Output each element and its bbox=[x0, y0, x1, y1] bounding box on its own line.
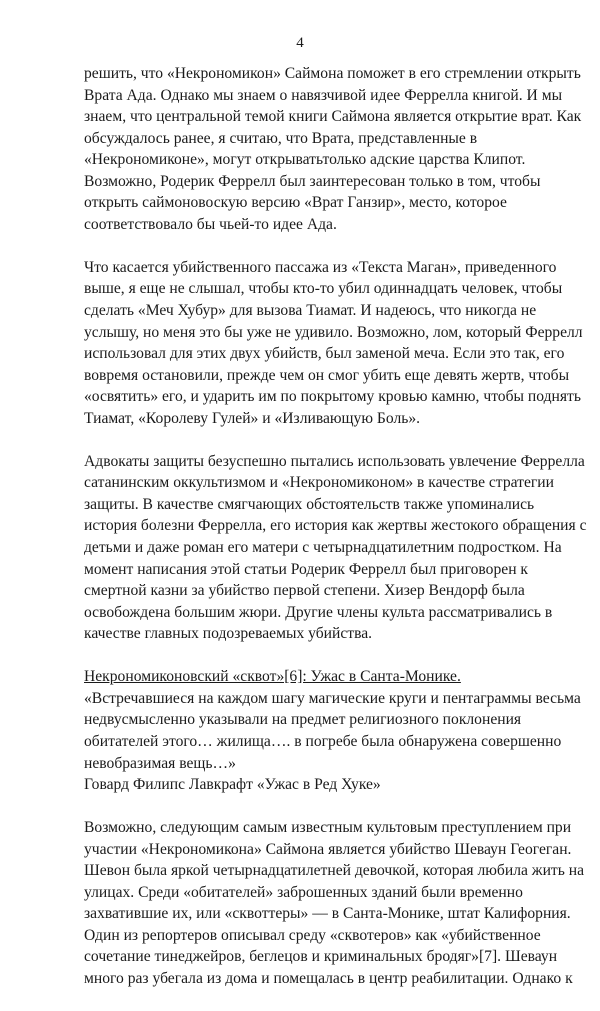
text-line: качестве главных подозреваемых убийства. bbox=[84, 625, 373, 643]
text-line: Один из репортеров описывал среду «сквотеров» как «убийственное bbox=[84, 926, 541, 944]
paragraph-3 bbox=[84, 451, 587, 645]
text-line: «Некрономиконе», могут открыватьтолько адские царства Клипот. bbox=[84, 151, 526, 169]
text-line: смертной казни за убийство первой степени. Хизер Вендорф была bbox=[84, 582, 525, 600]
epigraph-line: недвусмысленно указывали на предмет религиозного поклонения bbox=[84, 711, 522, 729]
text-line: участии «Некрономикона» Саймона является убийство Шеваун Геогеган. bbox=[84, 840, 572, 858]
paragraph-5 bbox=[84, 817, 585, 989]
paragraph-2 bbox=[84, 257, 583, 429]
text-line: решить, что «Некрономикон» Саймона поможет в его стремлении открыть bbox=[84, 65, 581, 82]
text-line: защиты. В качестве смягчающих обстоятельств также упоминались bbox=[84, 495, 535, 513]
text-line: Шевон была яркой четырнадцатилетней девочкой, которая любила жить на bbox=[84, 862, 585, 880]
text-line: момент написания этой статьи Родерик Феррелл был приговорен к bbox=[84, 560, 529, 578]
text-line: история болезни Феррелла, его история как жертвы жестокого обращения с bbox=[84, 517, 587, 535]
epigraph-attribution: Говард Филипс Лавкрафт «Ужас в Ред Хуке» bbox=[84, 776, 381, 794]
epigraph-line: невобразимая вещь…» bbox=[84, 754, 236, 772]
text-line: Возможно, Родерик Феррелл был заинтересован только в том, чтобы bbox=[84, 172, 541, 190]
epigraph-line: обитателей этого… жилища…. в погребе была обнаружена совершенно bbox=[84, 732, 562, 750]
text-line: детьми и даже роман его матери с четырнадцатилетним подростком. На bbox=[84, 539, 562, 557]
paragraph-1 bbox=[84, 63, 582, 235]
text-line: улицах. Среди «обитателей» заброшенных зданий были временно bbox=[84, 883, 523, 901]
section-santa-monica bbox=[84, 666, 581, 795]
text-line: вовремя остановили, прежде чем он смог убить еще девять жертв, чтобы bbox=[84, 366, 570, 384]
text-line: много раз убегала из дома и помещалась в центр реабилитации. Однако к bbox=[84, 969, 573, 987]
text-line: Тиамат, «Королеву Гулей» и «Изливающую Боль». bbox=[84, 409, 421, 427]
text-line: сочетание тинеджейров, беглецов и криминальных бродяг»[7]. Шеваун bbox=[84, 948, 558, 966]
text-line: освобождена большим жюри. Другие члены культа рассматривались в bbox=[84, 603, 553, 621]
section-heading: Некрономиконовский «сквот»[6]: Ужас в Санта-Монике. bbox=[84, 668, 461, 686]
text-line: знаем, что центральной темой книги Саймона является открытие врат. Как bbox=[84, 108, 582, 126]
text-line: захватившие их, или «сквоттеры» — в Санта-Монике, штат Калифорния. bbox=[84, 905, 571, 923]
page-number: 4 bbox=[296, 35, 304, 51]
text-line: использовал для этих двух убийств, был заменой меча. Если это так, его bbox=[84, 345, 565, 363]
text-line: сделать «Меч Хубур» для вызова Тиамат. И надеюсь, что никогда не bbox=[84, 302, 537, 320]
text-line: Что касается убийственного пассажа из «Текста Маган», приведенного bbox=[84, 258, 557, 276]
text-line: Врата Ада. Однако мы знаем о навязчивой идее Феррелла книгой. И мы bbox=[84, 86, 563, 104]
text-line: открыть саймоновоскую версию «Врат Ганзир», место, которое bbox=[84, 194, 507, 212]
text-line: соответствовало бы чьей-то идее Ада. bbox=[84, 215, 337, 233]
text-line: выше, я еще не слышал, чтобы кто-то убил одиннадцать человек, чтобы bbox=[84, 280, 563, 298]
text-line: Адвокаты защиты безуспешно пытались использовать увлечение Феррелла bbox=[84, 452, 585, 470]
text-line: сатанинским оккультизмом и «Некрономиконом» в качестве стратегии bbox=[84, 474, 554, 492]
text-line: Возможно, следующим самым известным культовым преступлением при bbox=[84, 819, 572, 837]
page-body bbox=[84, 63, 587, 1011]
epigraph-line: «Встречавшиеся на каждом шагу магические круги и пентаграммы весьма bbox=[84, 689, 581, 707]
text-line: обсуждалось ранее, я считаю, что Врата, представленные в bbox=[84, 129, 478, 147]
text-line: услышу, но меня это бы уже не удивило. Возможно, лом, который Феррелл bbox=[84, 323, 583, 341]
text-line: «освятить» его, и ударить им по покрытому кровью камню, чтобы поднять bbox=[84, 388, 581, 406]
